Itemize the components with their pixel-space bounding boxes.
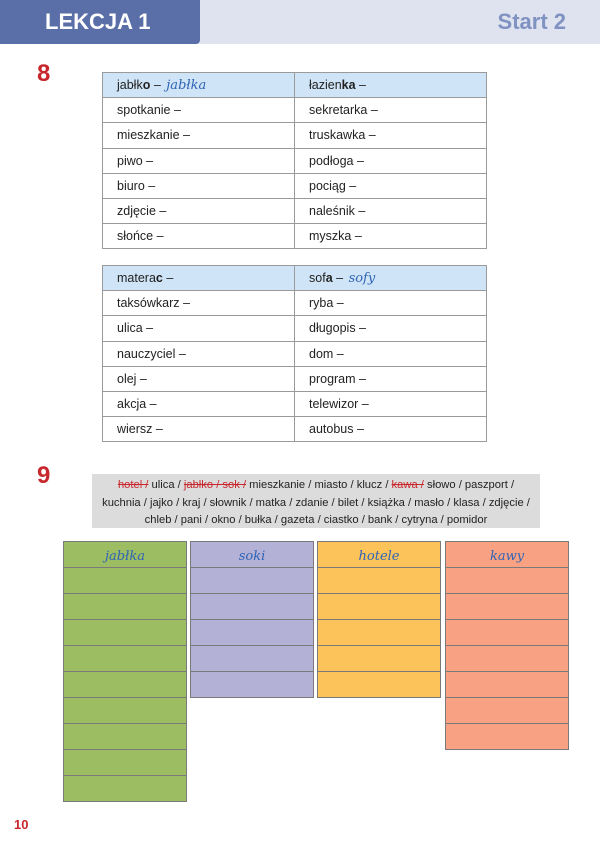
table-cell[interactable]: ulica – <box>103 316 295 341</box>
table-cell[interactable]: taksówkarz – <box>103 291 295 316</box>
table-cell[interactable]: piwo – <box>103 148 295 173</box>
exercise-8-number: 8 <box>37 60 51 87</box>
handwritten-answer: sofy <box>348 270 376 286</box>
table-cell[interactable]: autobus – <box>295 417 487 442</box>
column-header <box>190 541 314 568</box>
table-cell[interactable]: akcja – <box>103 391 295 416</box>
handwritten-answer: soki <box>238 549 266 564</box>
table-row <box>103 266 487 291</box>
table-cell[interactable]: podłoga – <box>295 148 487 173</box>
table-row <box>103 316 487 341</box>
table-cell[interactable]: sekretarka – <box>295 98 487 123</box>
table-row <box>103 224 487 249</box>
answer-cell[interactable] <box>63 775 187 802</box>
table-cell[interactable]: biuro – <box>103 173 295 198</box>
sort-column-2 <box>190 541 314 698</box>
answer-cell[interactable] <box>63 645 187 672</box>
table-cell[interactable]: jabłko – jabłka <box>103 73 295 98</box>
answer-cell[interactable] <box>317 567 441 594</box>
table-cell[interactable]: myszka – <box>295 224 487 249</box>
table-cell[interactable]: wiersz – <box>103 417 295 442</box>
handwritten-answer: jabłka <box>105 549 145 564</box>
column-header <box>63 541 187 568</box>
answer-cell[interactable] <box>317 671 441 698</box>
handwritten-answer: kawy <box>489 549 525 564</box>
exercise-9-number: 9 <box>37 462 51 489</box>
answer-cell[interactable] <box>445 723 569 750</box>
table-cell[interactable]: słońce – <box>103 224 295 249</box>
table-cell[interactable]: truskawka – <box>295 123 487 148</box>
table-row <box>103 98 487 123</box>
header-bar <box>0 0 600 44</box>
page-number: 10 <box>14 817 29 832</box>
table-cell[interactable]: olej – <box>103 366 295 391</box>
crossed-word: hotel / <box>117 479 149 491</box>
table-cell[interactable]: dom – <box>295 341 487 366</box>
sort-column-4 <box>445 541 569 750</box>
answer-cell[interactable] <box>445 619 569 646</box>
column-header <box>317 541 441 568</box>
table-cell[interactable]: ryba – <box>295 291 487 316</box>
table-row <box>103 291 487 316</box>
crossed-word: jabłko / sok / <box>183 479 247 491</box>
handwritten-answer: jabłka <box>166 77 207 93</box>
table-cell[interactable]: długopis – <box>295 316 487 341</box>
answer-cell[interactable] <box>63 619 187 646</box>
sort-column-1 <box>63 541 187 802</box>
answer-cell[interactable] <box>445 697 569 724</box>
answer-cell[interactable] <box>63 567 187 594</box>
table-cell[interactable]: sofa – sofy <box>295 266 487 291</box>
table-cell[interactable]: program – <box>295 366 487 391</box>
table-row <box>103 123 487 148</box>
lesson-title: LEKCJA 1 <box>0 0 200 44</box>
table-row <box>103 73 487 98</box>
noun-table-1 <box>102 72 487 249</box>
table-cell[interactable]: spotkanie – <box>103 98 295 123</box>
answer-cell[interactable] <box>190 567 314 594</box>
table-row <box>103 198 487 223</box>
table-cell[interactable]: łazienka – <box>295 73 487 98</box>
table-cell[interactable]: mieszkanie – <box>103 123 295 148</box>
noun-table-2 <box>102 265 487 442</box>
answer-cell[interactable] <box>317 593 441 620</box>
table-row <box>103 366 487 391</box>
section-title: Start 2 <box>497 9 566 34</box>
answer-cell[interactable] <box>190 671 314 698</box>
table-row <box>103 173 487 198</box>
answer-cell[interactable] <box>63 749 187 776</box>
answer-cell[interactable] <box>190 619 314 646</box>
answer-cell[interactable] <box>445 645 569 672</box>
table-row <box>103 341 487 366</box>
word-bank: hotel / ulica / jabłko / sok / mieszkanie / miasto / klucz / kawa / słowo / paszport / kuchnia / jajko / kraj / słownik / matka / zdanie / bilet / książka / masło / klasa / zdjęcie / chleb / pani / okno / bułka / gazeta / ciastko / bank / cytryna / pomidor <box>92 474 540 528</box>
answer-cell[interactable] <box>63 697 187 724</box>
table-cell[interactable]: zdjęcie – <box>103 198 295 223</box>
answer-cell[interactable] <box>63 723 187 750</box>
answer-cell[interactable] <box>317 619 441 646</box>
column-header <box>445 541 569 568</box>
table-cell[interactable]: nauczyciel – <box>103 341 295 366</box>
answer-cell[interactable] <box>317 645 441 672</box>
answer-cell[interactable] <box>445 593 569 620</box>
answer-cell[interactable] <box>63 671 187 698</box>
answer-cell[interactable] <box>445 671 569 698</box>
table-cell[interactable]: materac – <box>103 266 295 291</box>
answer-cell[interactable] <box>190 645 314 672</box>
table-cell[interactable]: pociąg – <box>295 173 487 198</box>
table-cell[interactable]: naleśnik – <box>295 198 487 223</box>
handwritten-answer: hotele <box>358 549 400 564</box>
answer-cell[interactable] <box>63 593 187 620</box>
table-row <box>103 391 487 416</box>
sort-column-3 <box>317 541 441 698</box>
table-row <box>103 148 487 173</box>
table-row <box>103 417 487 442</box>
table-cell[interactable]: telewizor – <box>295 391 487 416</box>
answer-cell[interactable] <box>445 567 569 594</box>
answer-cell[interactable] <box>190 593 314 620</box>
crossed-word: kawa / <box>391 479 424 491</box>
